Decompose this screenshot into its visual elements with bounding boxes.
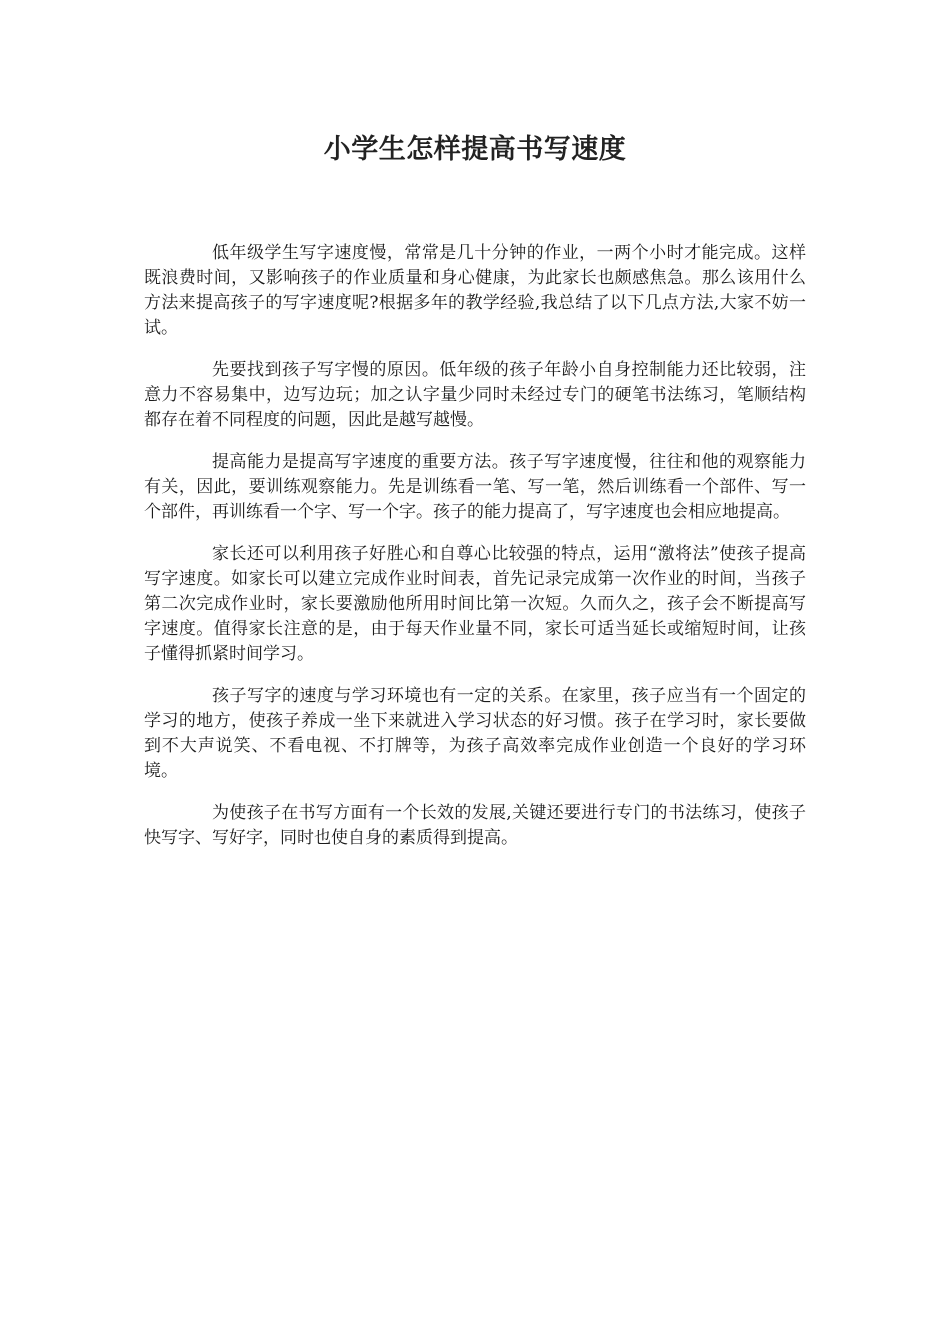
document-body bbox=[144, 241, 806, 868]
paragraph-1: 低年级学生写字速度慢，常常是几十分钟的作业，一两个小时才能完成。这样既浪费时间，又影响孩子的作业质量和身心健康，为此家长也颇感焦急。那么该用什么方法来提高孩子的写字速度呢?根据多年的教学经验,我总结了以下几点方法,大家不妨一试。 bbox=[144, 243, 806, 338]
paragraph-5: 孩子写字的速度与学习环境也有一定的关系。在家里，孩子应当有一个固定的学习的地方，使孩子养成一坐下来就进入学习状态的好习惯。孩子在学习时，家长要做到不大声说笑、不看电视、不打牌等，为孩子高效率完成作业创造一个良好的学习环境。 bbox=[144, 686, 806, 781]
paragraph-2: 先要找到孩子写字慢的原因。低年级的孩子年龄小自身控制能力还比较弱，注意力不容易集中，边写边玩；加之认字量少同时未经过专门的硬笔书法练习，笔顺结构都存在着不同程度的问题，因此是越写越慢。 bbox=[144, 360, 806, 430]
document-title: 小学生怎样提高书写速度 bbox=[323, 134, 627, 165]
paragraph-3: 提高能力是提高写字速度的重要方法。孩子写字速度慢，往往和他的观察能力有关，因此，要训练观察能力。先是训练看一笔、写一笔，然后训练看一个部件、写一个部件，再训练看一个字、写一个字。孩子的能力提高了，写字速度也会相应地提高。 bbox=[144, 452, 806, 522]
paragraph-6: 为使孩子在书写方面有一个长效的发展,关键还要进行专门的书法练习，使孩子快写字、写好字，同时也使自身的素质得到提高。 bbox=[144, 803, 806, 848]
paragraph-4: 家长还可以利用孩子好胜心和自尊心比较强的特点，运用“激将法”使孩子提高写字速度。如家长可以建立完成作业时间表，首先记录完成第一次作业的时间，当孩子第二次完成作业时，家长要激励他所用时间比第一次短。久而久之，孩子会不断提高写字速度。值得家长注意的是，由于每天作业量不同，家长可适当延长或缩短时间，让孩子懂得抓紧时间学习。 bbox=[144, 544, 806, 664]
